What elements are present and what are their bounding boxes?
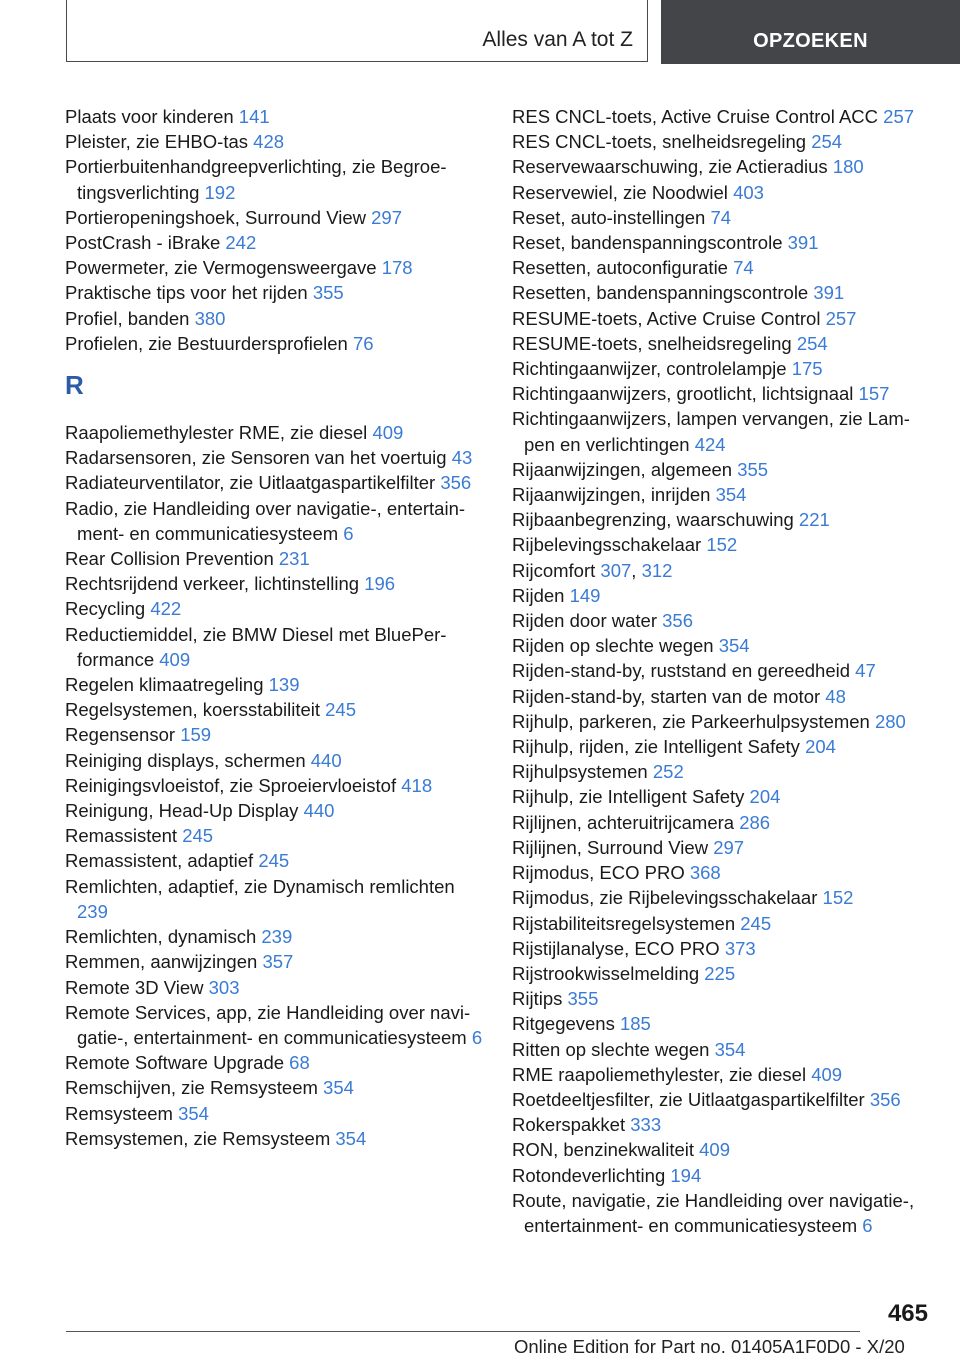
page-link[interactable]: 355 <box>312 282 344 304</box>
page-link[interactable]: 303 <box>208 976 240 998</box>
page-link[interactable]: 239 <box>77 900 108 922</box>
index-entry <box>65 1000 485 1050</box>
index-entry <box>512 734 932 759</box>
entry-term: Rijtips <box>512 988 568 1010</box>
page-link[interactable]: 391 <box>787 232 819 254</box>
page-link[interactable]: 204 <box>805 736 836 758</box>
page-link[interactable]: 180 <box>832 156 864 178</box>
page-link[interactable]: 221 <box>798 509 830 531</box>
index-entry <box>512 180 932 205</box>
index-entry <box>65 470 485 495</box>
entry-term: Reservewaarschuwing, zie Actieradius <box>512 156 833 178</box>
page-link[interactable]: 409 <box>159 648 191 670</box>
index-entry <box>65 445 485 470</box>
index-entry <box>512 1163 932 1188</box>
page-link[interactable]: 391 <box>813 282 845 304</box>
entry-term: Remsysteem <box>65 1102 179 1124</box>
entry-term: Richtingaanwijzer, controlelampje <box>512 358 792 380</box>
page-link[interactable]: 178 <box>381 257 413 279</box>
index-entry <box>65 104 485 129</box>
page-link[interactable]: 440 <box>303 800 335 822</box>
entry-term: Profiel, banden <box>65 307 195 329</box>
entry-term: Rijhulp, zie Intelligent Safety <box>512 786 750 808</box>
index-entry <box>512 860 932 885</box>
entry-term: Ritten op slechte wegen <box>512 1038 715 1060</box>
index-entry <box>512 1062 932 1087</box>
entry-term: Radiateurventilator, zie Uitlaatgaspartikelfilter <box>65 472 441 494</box>
page-link[interactable]: 380 <box>194 307 226 329</box>
page-link[interactable]: 424 <box>694 433 726 455</box>
index-entry <box>512 911 932 936</box>
entry-term: Resetten, bandenspanningscontrole <box>512 282 814 304</box>
page-link[interactable]: 354 <box>323 1077 354 1099</box>
page-link[interactable]: 440 <box>310 749 342 771</box>
page-link[interactable]: 354 <box>178 1102 209 1124</box>
entry-term: Route, navigatie, zie Handleiding over navigatie-, entertainment- en communicatiesysteem <box>512 1189 915 1236</box>
index-entry <box>512 608 932 633</box>
page-link[interactable]: 257 <box>825 307 857 329</box>
entry-term: Radarsensoren, zie Sensoren van het voertuig <box>65 447 452 469</box>
header-frame <box>66 0 648 62</box>
page-link[interactable]: 157 <box>858 383 890 405</box>
entry-term: Rijstabiliteitsregelsystemen <box>512 912 741 934</box>
index-entry <box>512 104 932 129</box>
index-entry <box>512 356 932 381</box>
entry-term: Regelen klimaatregeling <box>65 674 269 696</box>
page-link[interactable]: 422 <box>150 598 182 620</box>
index-entry <box>65 280 485 305</box>
index-entry <box>512 482 932 507</box>
page-link[interactable]: 242 <box>225 232 257 254</box>
index-entry <box>65 1050 485 1075</box>
entry-term: Remsystemen, zie Remsysteem <box>65 1127 336 1149</box>
page-link[interactable]: 355 <box>567 988 599 1010</box>
index-entry <box>512 280 932 305</box>
index-entry <box>512 255 932 280</box>
index-entry <box>512 885 932 910</box>
index-entry <box>65 949 485 974</box>
index-entry <box>512 986 932 1011</box>
page-link[interactable]: 152 <box>822 887 854 909</box>
index-entry <box>65 848 485 873</box>
page-link[interactable]: 245 <box>182 825 214 847</box>
page-link[interactable]: 312 <box>641 559 673 581</box>
index-entry <box>512 1011 932 1036</box>
page-link[interactable]: 239 <box>261 926 293 948</box>
entry-term: Remassistent, adaptief <box>65 850 259 872</box>
entry-term: Regelsystemen, koersstabiliteit <box>65 699 326 721</box>
entry-term: Rijden-stand-by, ruststand en gereedheid <box>512 660 856 682</box>
entry-term: Remote Software Upgrade <box>65 1052 290 1074</box>
entry-term: Reset, auto-instellingen <box>512 206 711 228</box>
page-link[interactable]: 254 <box>811 131 843 153</box>
index-entry <box>65 306 485 331</box>
index-entry <box>512 1137 932 1162</box>
page-link[interactable]: 185 <box>619 1013 651 1035</box>
index-entry <box>65 722 485 747</box>
entry-term: Remschijven, zie Remsysteem <box>65 1077 324 1099</box>
entry-term: RON, benzinekwaliteit <box>512 1139 700 1161</box>
entry-term: Profielen, zie Bestuurdersprofielen <box>65 332 353 354</box>
page-link[interactable]: 297 <box>371 206 403 228</box>
index-entry <box>512 810 932 835</box>
entry-term: Portierbuitenhandgreepverlichting, zie Begroetingsverlichting <box>65 156 447 203</box>
index-entry <box>512 306 932 331</box>
page-link[interactable]: 354 <box>335 1127 367 1149</box>
index-column-left <box>65 104 485 1151</box>
page-link[interactable]: 194 <box>670 1164 702 1186</box>
index-entry <box>512 759 932 784</box>
index-entry <box>65 496 485 546</box>
entry-term: RESUME-toets, Active Cruise Control <box>512 307 826 329</box>
index-entry <box>512 532 932 557</box>
page-link[interactable]: 76 <box>352 332 374 354</box>
page-link[interactable]: 6 <box>862 1214 873 1236</box>
entry-term: Rijhulpsystemen <box>512 761 653 783</box>
page-link[interactable]: 48 <box>825 685 846 707</box>
entry-term: Rijden-stand-by, starten van de motor <box>512 685 826 707</box>
page-link[interactable]: 159 <box>180 724 212 746</box>
entry-term: Rokerspakket <box>512 1114 631 1136</box>
page-link[interactable]: 231 <box>278 548 310 570</box>
page-link[interactable]: 409 <box>372 422 404 444</box>
entry-term: Rijmodus, zie Rijbelevingsschakelaar <box>512 887 823 909</box>
index-entry <box>512 1112 932 1137</box>
entry-term: Rijhulp, rijden, zie Intelligent Safety <box>512 736 806 758</box>
index-entry <box>512 658 932 683</box>
page-link[interactable]: 354 <box>715 484 747 506</box>
footer-divider <box>66 1331 860 1332</box>
entry-term: RESUME-toets, snelheidsregeling <box>512 332 797 354</box>
page-link[interactable]: 428 <box>253 131 285 153</box>
entry-term: Rijbaanbegrenzing, waarschuwing <box>512 509 799 531</box>
index-entry <box>65 571 485 596</box>
entry-term: Rijbelevingsschakelaar <box>512 534 707 556</box>
page-link[interactable]: 6 <box>343 522 354 544</box>
page-link[interactable]: 149 <box>569 584 601 606</box>
entry-term: RES CNCL-toets, Active Cruise Control ACC <box>512 106 884 127</box>
page-link[interactable]: 225 <box>704 962 736 984</box>
entry-term: Resetten, autoconfiguratie <box>512 257 734 279</box>
entry-term: Powermeter, zie Vermogensweergave <box>65 257 382 279</box>
page-link[interactable]: 333 <box>630 1114 662 1136</box>
entry-term: Praktische tips voor het rijden <box>65 282 313 304</box>
page-link[interactable]: 141 <box>238 106 270 127</box>
entry-term: Reinigung, Head-Up Display <box>65 800 304 822</box>
index-entry <box>65 420 485 445</box>
entry-term: Rijcomfort <box>512 559 601 581</box>
entry-term: Recycling <box>65 598 151 620</box>
entry-term: Roetdeeltjesfilter, zie Uitlaatgaspartikelfilter <box>512 1088 870 1110</box>
index-entry <box>512 961 932 986</box>
entry-term: Raapoliemethylester RME, zie diesel <box>65 422 373 444</box>
page-link[interactable]: 204 <box>749 786 781 808</box>
index-entry <box>512 633 932 658</box>
page-link[interactable]: 43 <box>451 447 473 469</box>
index-entry <box>512 129 932 154</box>
page-link[interactable]: 252 <box>652 761 684 783</box>
index-entry <box>65 924 485 949</box>
page-link[interactable]: 6 <box>471 1026 483 1048</box>
entry-term: Richtingaanwijzers, grootlicht, lichtsignaal <box>512 383 859 405</box>
index-entry <box>65 823 485 848</box>
page-link[interactable]: 152 <box>706 534 738 556</box>
index-entry <box>65 798 485 823</box>
page-link[interactable]: 403 <box>733 181 764 203</box>
entry-term: Reservewiel, zie Noodwiel <box>512 181 734 203</box>
entry-term: Rijstrookwisselmelding <box>512 962 705 984</box>
index-entry <box>512 457 932 482</box>
page-link[interactable]: 175 <box>791 358 823 380</box>
page-link[interactable]: 409 <box>699 1139 731 1161</box>
page-link[interactable]: 355 <box>737 458 769 480</box>
page-link[interactable]: 418 <box>401 774 433 796</box>
index-entry <box>65 129 485 154</box>
index-entry <box>512 936 932 961</box>
page-link[interactable]: 139 <box>268 674 300 696</box>
footer-text: Online Edition for Part no. 01405A1F0D0 - X/20 <box>514 1336 905 1357</box>
entry-term: Rijlijnen, achteruitrijcamera <box>512 811 740 833</box>
entry-term: Rijaanwijzingen, inrijden <box>512 484 716 506</box>
index-entry <box>65 230 485 255</box>
index-entry <box>512 331 932 356</box>
index-entry <box>512 1037 932 1062</box>
index-entry <box>65 1075 485 1100</box>
entry-term: Reinigingsvloeistof, zie Sproeiervloeistof <box>65 774 402 796</box>
index-entry <box>65 748 485 773</box>
entry-term: Reductiemiddel, zie BMW Diesel met BluePerformance <box>65 623 447 670</box>
page-link[interactable]: 373 <box>724 937 756 959</box>
entry-term: RES CNCL-toets, snelheidsregeling <box>512 131 812 153</box>
page-link[interactable]: 192 <box>204 181 236 203</box>
index-entry <box>512 154 932 179</box>
index-entry <box>65 975 485 1000</box>
entry-term: Remlichten, adaptief, zie Dynamisch remlichten <box>65 875 455 897</box>
section-tab[interactable]: OPZOEKEN <box>661 0 960 64</box>
entry-term: Pleister, zie EHBO-tas <box>65 131 254 153</box>
index-entry <box>65 697 485 722</box>
page-link[interactable]: 254 <box>796 332 828 354</box>
page-link[interactable]: 68 <box>289 1052 310 1074</box>
page-link[interactable]: 245 <box>740 912 772 934</box>
index-entry <box>65 672 485 697</box>
index-entry <box>512 709 932 734</box>
page-link[interactable]: 74 <box>710 206 732 228</box>
entry-term: Remote Services, app, zie Handleiding over navigatie-, entertainment- en communicatiesysteem <box>65 1001 472 1048</box>
index-entry <box>65 596 485 621</box>
entry-term: Remote 3D View <box>65 976 209 998</box>
index-column-right <box>512 104 932 1238</box>
section-letter: R <box>65 370 84 401</box>
entry-term: Rear Collision Prevention <box>65 548 279 570</box>
page-link[interactable]: 356 <box>440 472 472 494</box>
page-link[interactable]: 257 <box>883 106 915 127</box>
index-entry <box>65 205 485 230</box>
index-entry <box>512 684 932 709</box>
entry-term: Rijaanwijzingen, algemeen <box>512 458 738 480</box>
page-link[interactable]: 297 <box>713 836 745 858</box>
index-entry <box>65 1126 485 1151</box>
index-entry <box>512 835 932 860</box>
page-link[interactable]: 356 <box>662 610 694 632</box>
index-entry <box>512 1087 932 1112</box>
index-entry <box>512 507 932 532</box>
index-entry <box>65 546 485 571</box>
entry-term: Rijmodus, ECO PRO <box>512 862 690 884</box>
page-link[interactable]: 354 <box>714 1038 746 1060</box>
index-entry <box>65 773 485 798</box>
page-link[interactable]: 368 <box>689 862 721 884</box>
index-entry <box>512 1188 932 1238</box>
entry-term: Rijhulp, parkeren, zie Parkeerhulpsystemen <box>512 710 875 732</box>
entry-term: Reset, bandenspanningscontrole <box>512 232 788 254</box>
header-title: Alles van A tot Z <box>482 28 633 51</box>
index-entry: Rijcomfort 307, 312 <box>512 559 673 581</box>
entry-term: Plaats voor kinderen <box>65 106 239 127</box>
index-entry <box>512 784 932 809</box>
index-entry <box>512 205 932 230</box>
entry-term: Ritgegevens <box>512 1013 620 1035</box>
entry-term: Portieropeningshoek, Surround View <box>65 206 372 228</box>
index-entry <box>512 406 932 456</box>
entry-term: Rijstijlanalyse, ECO PRO <box>512 937 725 959</box>
entry-term: PostCrash - iBrake <box>65 232 226 254</box>
entry-term: Rechtsrijdend verkeer, lichtinstelling <box>65 573 365 595</box>
page-link[interactable]: 286 <box>739 811 771 833</box>
entry-term: RME raapoliemethylester, zie diesel <box>512 1063 812 1085</box>
page-link[interactable]: 409 <box>811 1063 843 1085</box>
index-entry <box>512 583 932 608</box>
index-entry <box>65 1101 485 1126</box>
index-entry <box>65 622 485 672</box>
entry-term: Rijden op slechte wegen <box>512 635 719 657</box>
page-link[interactable]: 74 <box>733 257 754 279</box>
entry-term: Regensensor <box>65 724 181 746</box>
page-link[interactable]: 245 <box>258 850 290 872</box>
index-entry <box>512 381 932 406</box>
entry-term: Rijlijnen, Surround View <box>512 836 714 858</box>
index-entry <box>65 331 485 356</box>
index-entry <box>512 230 932 255</box>
entry-term: Remmen, aanwijzingen <box>65 951 263 973</box>
entry-term: Rijden door water <box>512 610 663 632</box>
index-entry <box>65 874 485 924</box>
page-link[interactable]: 280 <box>874 710 906 732</box>
entry-term: Radio, zie Handleiding over navigatie-, entertainment- en communicatiesysteem <box>65 497 466 544</box>
page-link[interactable]: 196 <box>364 573 396 595</box>
index-entry <box>65 154 485 204</box>
page-number: 465 <box>887 1300 928 1327</box>
entry-term: Reiniging displays, schermen <box>65 749 311 771</box>
page-link[interactable]: 245 <box>325 699 357 721</box>
page-link[interactable]: 354 <box>718 635 750 657</box>
entry-term: Rotondeverlichting <box>512 1164 671 1186</box>
page-link[interactable]: 307 <box>600 559 632 581</box>
page-link[interactable]: 47 <box>855 660 876 682</box>
entry-term: Rijden <box>512 584 570 606</box>
entry-term: Richtingaanwijzers, lampen vervangen, zie Lampen en verlichtingen <box>512 408 910 455</box>
entry-term: Remlichten, dynamisch <box>65 926 262 948</box>
page-link[interactable]: 356 <box>869 1088 901 1110</box>
page-link[interactable]: 357 <box>262 951 294 973</box>
entry-term: Remassistent <box>65 825 183 847</box>
index-entry <box>65 255 485 280</box>
